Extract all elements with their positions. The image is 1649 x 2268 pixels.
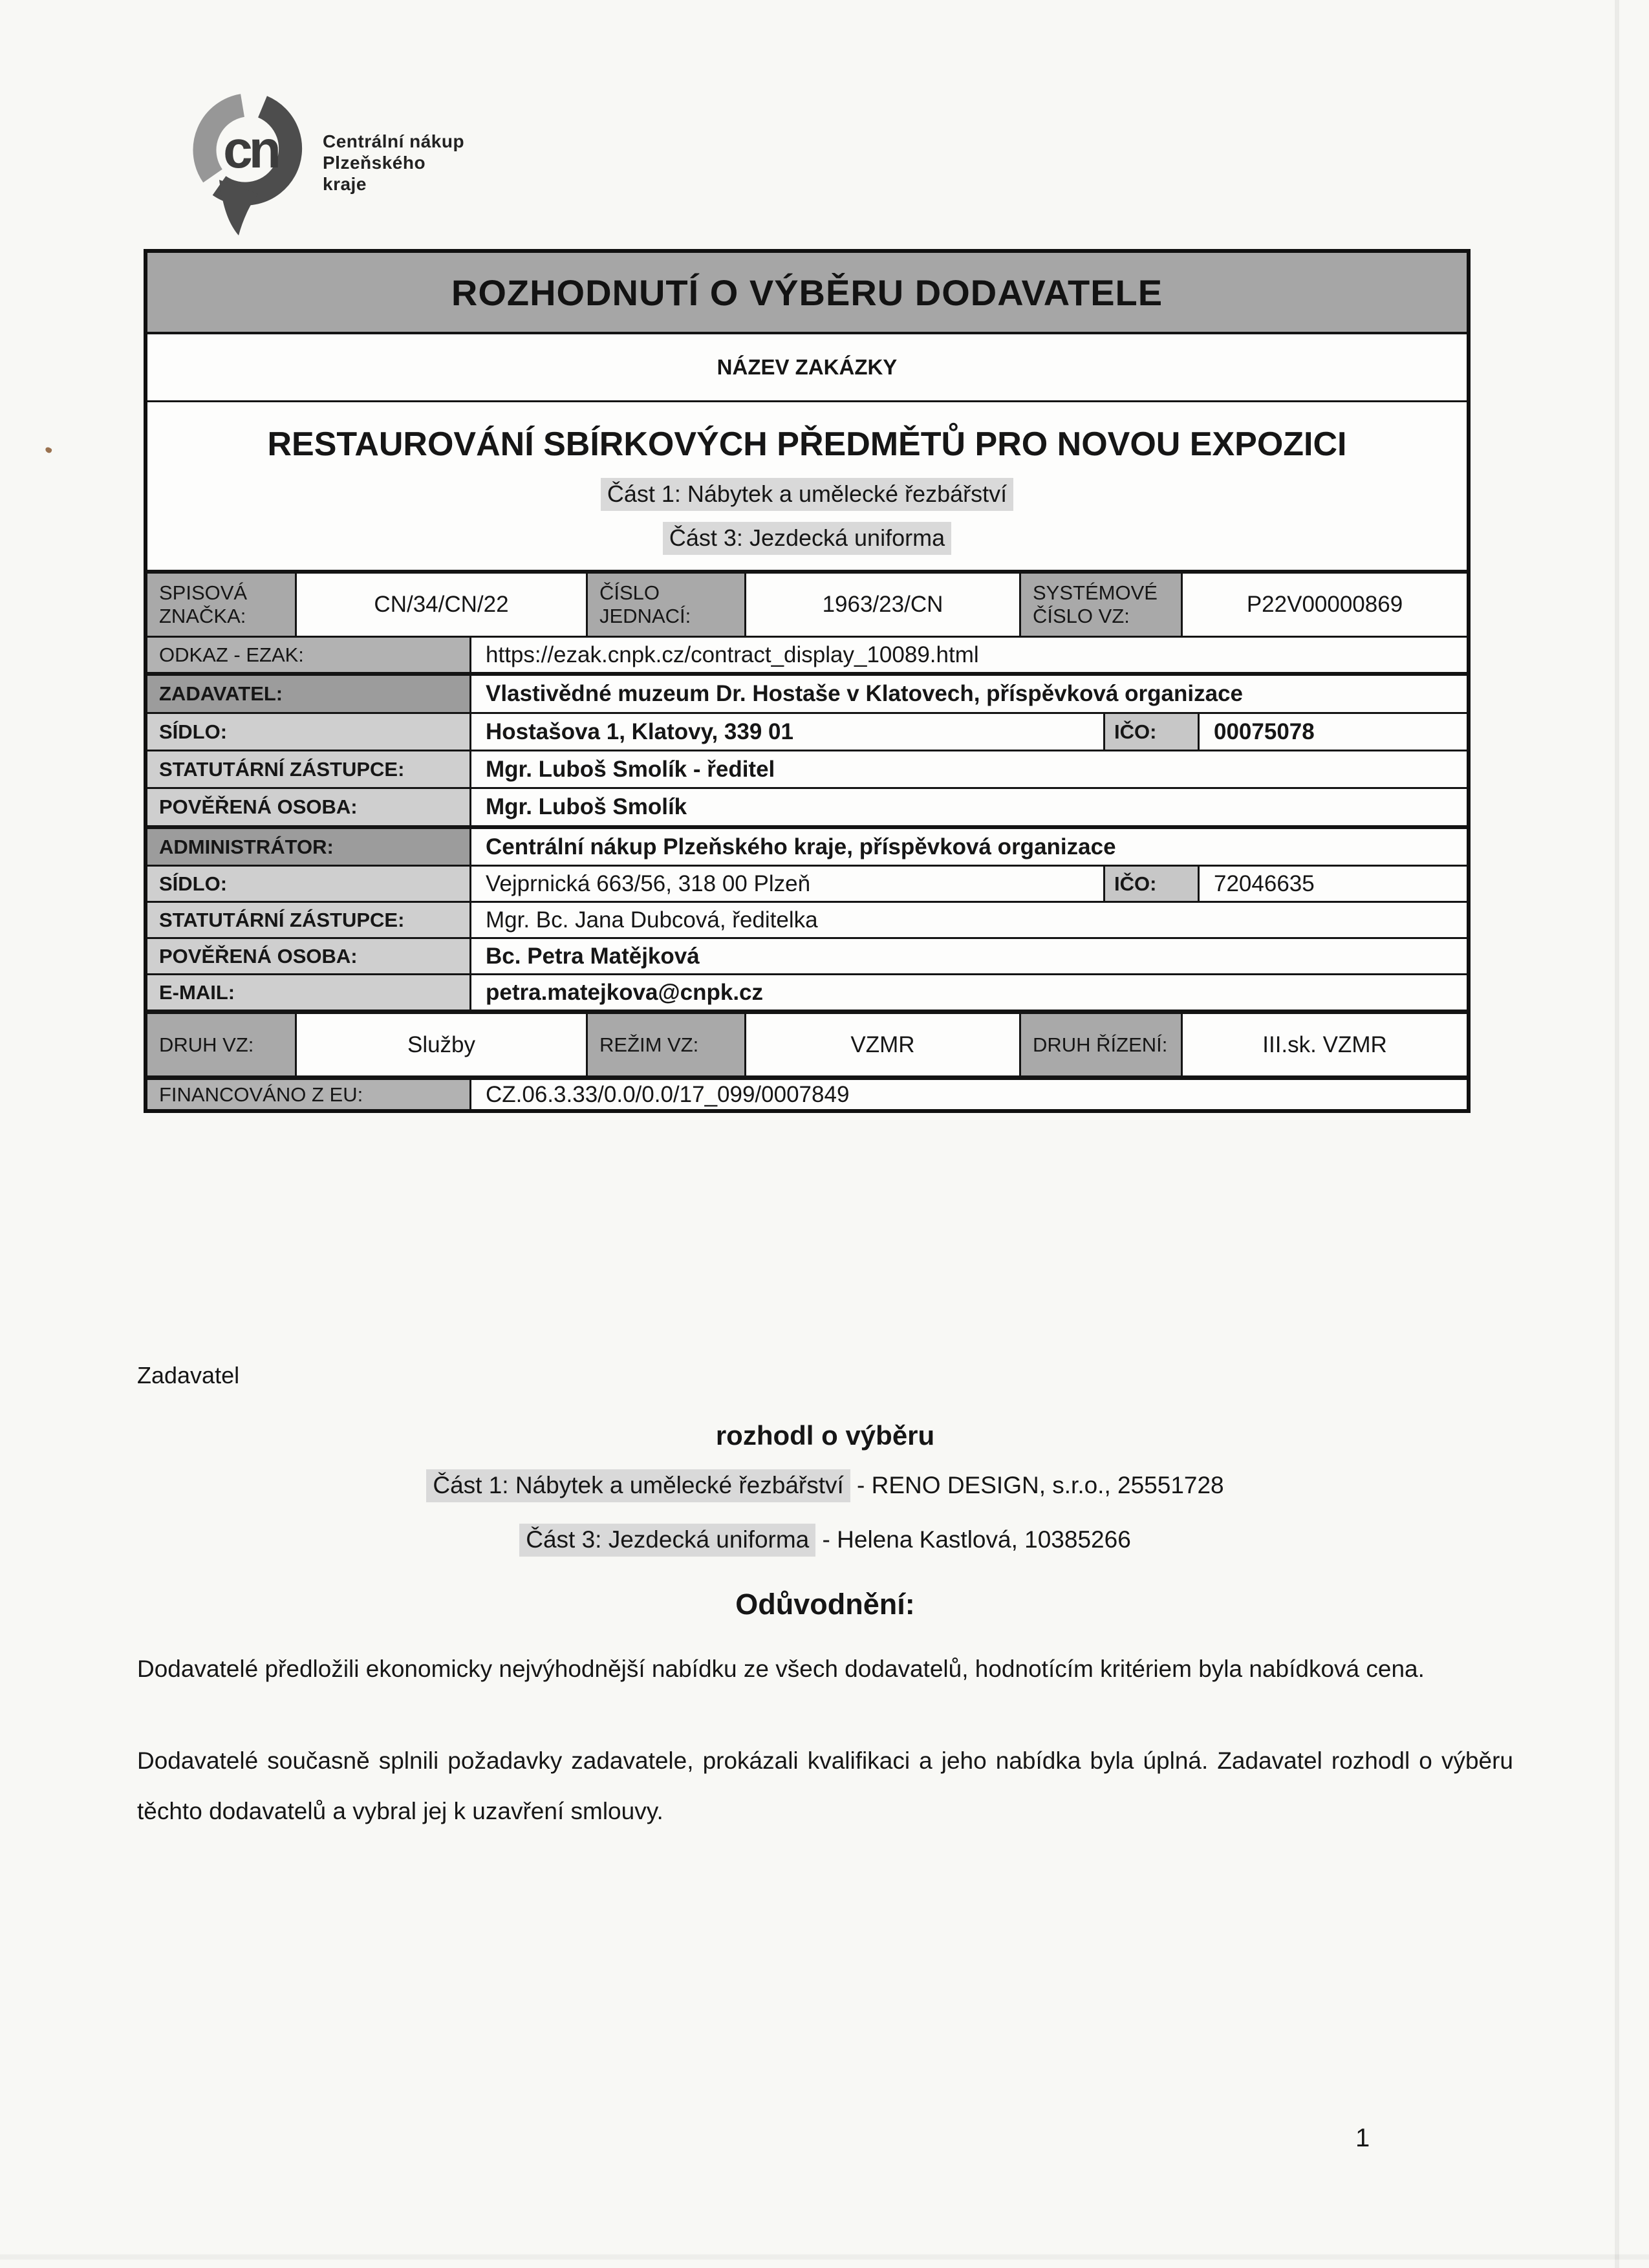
decision-heading: rozhodl o výběru [715, 1420, 935, 1451]
page-number: 1 [1355, 2124, 1370, 2152]
administrator-label: ADMINISTRÁTOR: [147, 829, 469, 865]
ico-value: 00075078 [1198, 714, 1467, 750]
statutarni-zastupce-value: Mgr. Luboš Smolík - ředitel [469, 751, 1467, 787]
ico-label: IČO: [1103, 867, 1198, 901]
row-sidlo-zadavatel [147, 712, 1467, 750]
row-spisova-znacka [147, 570, 1467, 636]
row-statutarni-zastupce-zadavatel [147, 750, 1467, 787]
cislo-jednaci-label: ČÍSLO JEDNACÍ: [586, 574, 744, 636]
poverena-osoba-value: Bc. Petra Matějková [469, 939, 1467, 973]
scan-edge-shadow [0, 2254, 1649, 2260]
row-email [147, 973, 1467, 1010]
row-druh-vz [147, 1010, 1467, 1075]
justification-paragraph-2: Dodavatelé současně splnili požadavky zadavatele, prokázali kvalifikaci a jeho nabídka byla úplná. Zadavatel rozhodl o výběru těchto dodavatelů a vybral jej k uzavření smlouvy. [137, 1747, 1513, 1824]
rezim-vz-label: REŽIM VZ: [586, 1014, 744, 1075]
administrator-value: Centrální nákup Plzeňského kraje, příspěvková organizace [469, 829, 1467, 865]
ico-value: 72046635 [1198, 867, 1467, 901]
document-title: ROZHODNUTÍ O VÝBĚRU DODAVATELE [451, 272, 1163, 313]
poverena-osoba-label: POVĚŘENÁ OSOBA: [147, 939, 469, 973]
cn-pin-logo-icon [186, 91, 315, 246]
organization-logo [186, 91, 522, 246]
zadavatel-label: ZADAVATEL: [147, 676, 469, 712]
logo-line-2: Plzeňského [323, 153, 426, 173]
rezim-vz-value: VZMR [744, 1014, 1019, 1075]
druh-rizeni-label: DRUH ŘÍZENÍ: [1019, 1014, 1181, 1075]
cislo-jednaci-value: 1963/23/CN [744, 574, 1019, 636]
oduvodneni-heading: Odůvodnění: [735, 1588, 915, 1621]
scan-speck [45, 446, 52, 453]
email-label: E-MAIL: [147, 975, 469, 1010]
spisova-znacka-value: CN/34/CN/22 [295, 574, 586, 636]
logo-line-3: kraje [323, 174, 367, 194]
poverena-osoba-value: Mgr. Luboš Smolík [469, 789, 1467, 825]
statutarni-zastupce-label: STATUTÁRNÍ ZÁSTUPCE: [147, 751, 469, 787]
part-1-winner: - RENO DESIGN, s.r.o., 25551728 [850, 1472, 1224, 1498]
logo-line-1: Centrální nákup [323, 131, 465, 151]
award-part-1-line [137, 1472, 1513, 1499]
financovano-value: CZ.06.3.33/0.0/0.0/17_099/0007849 [469, 1080, 1467, 1109]
sidlo-label: SÍDLO: [147, 714, 469, 750]
druh-rizeni-value: III.sk. VZMR [1181, 1014, 1467, 1075]
statutarni-zastupce-label: STATUTÁRNÍ ZÁSTUPCE: [147, 903, 469, 937]
decision-table [144, 249, 1471, 1113]
sidlo-value: Vejprnická 663/56, 318 00 Plzeň [469, 867, 1103, 901]
svg-text:cn: cn [223, 120, 277, 179]
email-value: petra.matejkova@cnpk.cz [469, 975, 1467, 1010]
contract-part-3 [663, 524, 951, 552]
odkaz-ezak-url: https://ezak.cnpk.cz/contract_display_10089.html [469, 638, 1467, 672]
contract-title: RESTAUROVÁNÍ SBÍRKOVÝCH PŘEDMĚTŮ PRO NOVOU EXPOZICI [267, 425, 1347, 463]
justification-paragraph-1: Dodavatelé předložili ekonomicky nejvýhodnější nabídku ze všech dodavatelů, hodnotícím kritériem byla nabídková cena. [137, 1656, 1425, 1682]
contract-part-1 [601, 481, 1013, 508]
poverena-osoba-label: POVĚŘENÁ OSOBA: [147, 789, 469, 825]
scan-edge-shadow [1615, 0, 1619, 2268]
ico-label: IČO: [1103, 714, 1198, 750]
part-1-highlight: Část 1: Nábytek a umělecké řezbářství [426, 1469, 850, 1502]
zadavatel-value: Vlastivědné muzeum Dr. Hostaše v Klatovech, příspěvková organizace [469, 676, 1467, 712]
row-statutarni-zastupce-administrator [147, 901, 1467, 937]
award-part-3-line [137, 1526, 1513, 1553]
row-zadavatel [147, 672, 1467, 712]
systemove-cislo-label: SYSTÉMOVÉ ČÍSLO VZ: [1019, 574, 1181, 636]
nazev-zakazky-label: NÁZEV ZAKÁZKY [717, 355, 898, 379]
part-3-winner: - Helena Kastlová, 10385266 [815, 1526, 1131, 1553]
spisova-znacka-label: SPISOVÁ ZNAČKA: [147, 574, 295, 636]
row-administrator [147, 825, 1467, 865]
part-1-highlight: Část 1: Nábytek a umělecké řezbářství [601, 478, 1013, 511]
sidlo-label: SÍDLO: [147, 867, 469, 901]
statutarni-zastupce-value: Mgr. Bc. Jana Dubcová, ředitelka [469, 903, 1467, 937]
table-header-band [147, 253, 1467, 332]
part-3-highlight: Část 3: Jezdecká uniforma [519, 1524, 815, 1557]
financovano-label: FINANCOVÁNO Z EU: [147, 1080, 469, 1109]
druh-vz-value: Služby [295, 1014, 586, 1075]
druh-vz-label: DRUH VZ: [147, 1014, 295, 1075]
part-3-highlight: Část 3: Jezdecká uniforma [663, 522, 951, 555]
logo-wordmark [323, 131, 464, 195]
row-financovano-z-eu [147, 1075, 1467, 1109]
row-odkaz-ezak [147, 636, 1467, 672]
row-nazev-zakazky [147, 332, 1467, 400]
row-contract-title [147, 400, 1467, 570]
row-poverena-osoba-zadavatel [147, 787, 1467, 825]
odkaz-ezak-label: ODKAZ - EZAK: [147, 638, 469, 672]
row-sidlo-administrator [147, 865, 1467, 901]
row-poverena-osoba-administrator [147, 937, 1467, 973]
zadavatel-word: Zadavatel [137, 1362, 240, 1388]
systemove-cislo-value: P22V00000869 [1181, 574, 1467, 636]
sidlo-value: Hostašova 1, Klatovy, 339 01 [469, 714, 1103, 750]
